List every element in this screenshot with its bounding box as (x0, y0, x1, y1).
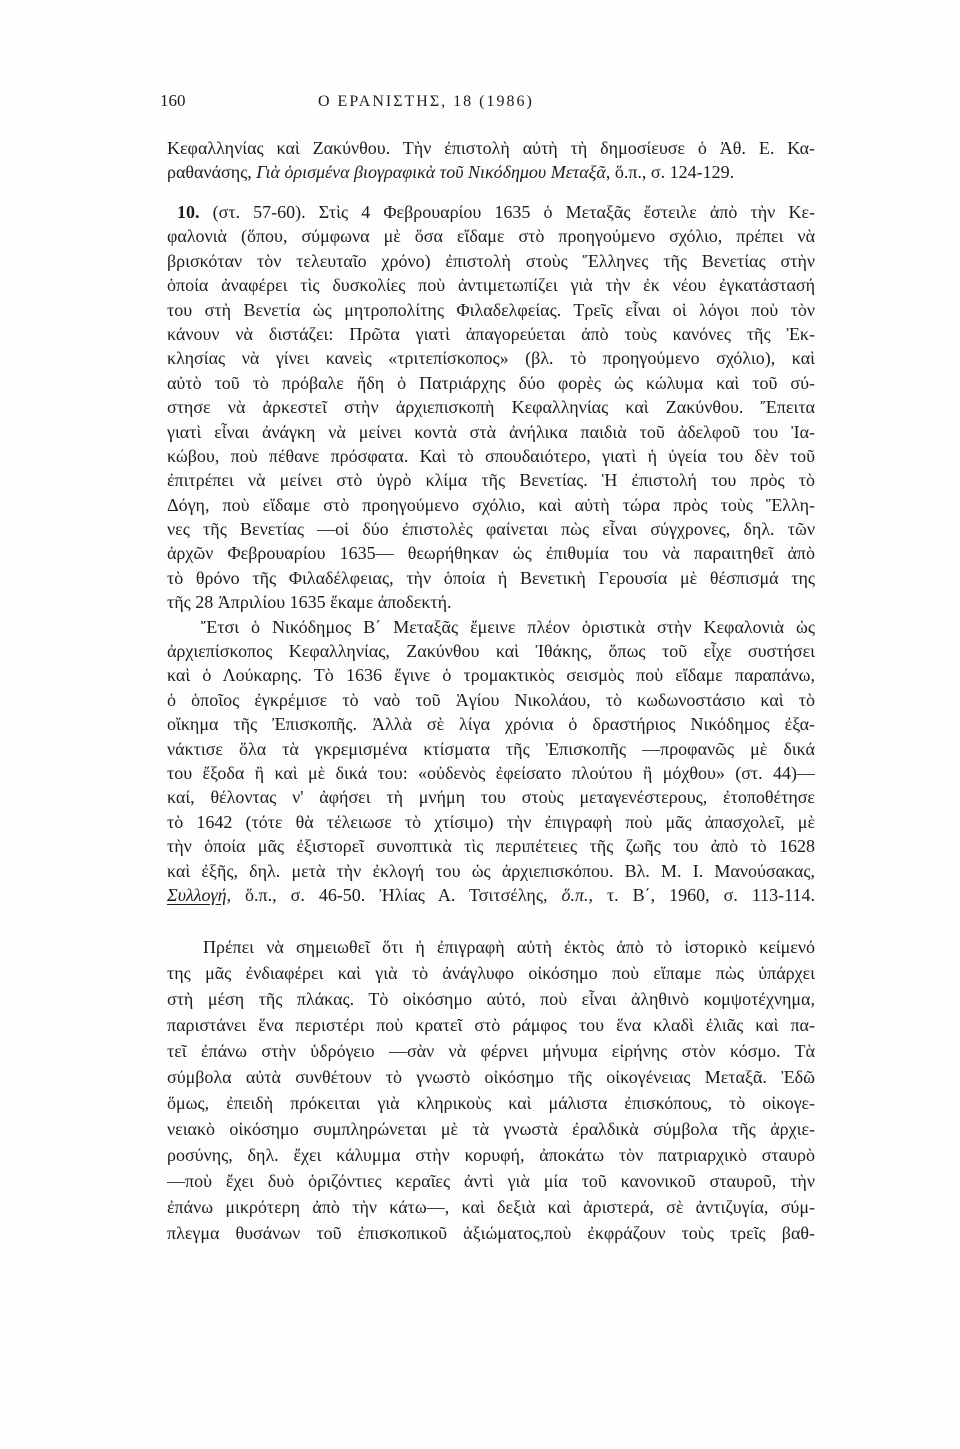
main-text-line: παριστάνει ἕνα περιστέρι ποὺ κρατεῖ στὸ ράμφος του ἕνα κλαδὶ ἐλιᾶς καὶ πα- (167, 1015, 815, 1035)
note-line: του ἔξοδα ἢ καὶ μὲ δικά του: «οὐδενὸς ἐφείσατο πλούτου ἢ μόχθου» (στ. 44)— (167, 762, 815, 783)
note-text: (στ. 57-60). Στὶς 4 Φεβρουαρίου 1635 ὁ Μεταξᾶς ἔστειλε ἀπὸ τὴν Κε- (199, 202, 815, 222)
main-text-line: πλεγμα θυσάνων τοῦ ἐπισκοπικοῦ ἀξιώματος,ποὺ ἐκφράζουν τοὺς τρεῖς βαθ- (167, 1223, 815, 1243)
note-line: τὸ 1642 (τότε θὰ τέλειωσε τὸ χτίσιμο) τὴν ἐπιγραφὴ ποὺ μᾶς ἀπασχολεῖ, μὲ (167, 811, 815, 832)
running-title: Ο ΕΡΑΝΙΣΤΗΣ, 18 (1986) (318, 93, 534, 110)
cited-title: Γιὰ ὁρισμένα βιογραφικὰ τοῦ Νικόδημου Μεταξᾶ (256, 162, 606, 183)
note-line: τὸ θρόνο τῆς Φιλαδέλφειας, τὴν ὁποία ἡ Βενετικὴ Γερουσία μὲ θέσπισμά της (167, 567, 815, 588)
note-line: καὶ ὁ Λούκαρης. Τὸ 1636 ἔγινε ὁ τρομακτικὸς σεισμὸς ποὺ εἴδαμε παραπάνω, (167, 665, 815, 686)
note-line: βρισκόταν τὸν τελευταῖο χρόνο) ἐπιστολὴ στοὺς Ἕλληνες τῆς Βενετίας στὴν (167, 250, 815, 271)
note-10 (167, 200, 815, 907)
note-line: ὁ ὁποῖος ἐγκρέμισε τὸ ναὸ τοῦ Ἁγίου Νικολάου, τὸ κωδωνοστάσιο καὶ τὸ (167, 689, 815, 710)
note-line: ἐπιτρέπει νὰ μείνει στὸ ὑγρὸ κλίμα τῆς Βενετίας. Ἡ ἐπιστολή του πρὸς τὸ (167, 470, 815, 491)
main-text-line: της μᾶς ἐνδιαφέρει καὶ γιὰ τὸ ἀνάγλυφο οἰκόσημο ποὺ εἴπαμε πὼς ὑπάρχει (167, 963, 815, 983)
main-text-line: στὴ μέση τῆς πλάκας. Τὸ οἰκόσημο αὐτό, ποὺ εἶναι ἀληθινὸ κομψοτέχνημα, (167, 989, 815, 1009)
note-line: κώβου, ποὺ πέθανε πρόσφατα. Καὶ τὸ σπουδαιότερο, γιατὶ ἡ ὑγεία του δὲν τοῦ (167, 445, 815, 466)
note-line: κάνουν νὰ διστάζει: Πρῶτα γιατὶ ἀπαγορεύεται ἀπὸ τοὺς κανόνες τῆς Ἐκ- (167, 323, 815, 344)
note-line: αὐτὸ τοῦ τὸ πρόβαλε ἤδη ὁ Πατριάρχης δύο φορὲς ὡς κώλυμα καὶ τοῦ σύ- (167, 372, 815, 393)
main-text-line: σύμβολα αὐτὰ συνθέτουν τὸ γνωστὸ οἰκόσημο τῆς οἰκογένειας Μεταξᾶ. Ἐδῶ (167, 1067, 815, 1087)
note-line: νες τῆς Βενετίας —οἱ δύο ἐπιστολὲς φαίνεται πὼς εἶναι σύγχρονες, δηλ. τῶν (167, 519, 815, 540)
note-line: στησε νὰ ἀρκεστεῖ στὴν ἀρχιεπισκοπὴ Κεφαλληνίας καὶ Ζακύνθου. Ἔπειτα (167, 397, 815, 418)
note-text: , ὅ.π., σ. 46-50. Ἠλίας Α. Τσιτσέλης, (226, 884, 562, 905)
note-text: , ὅ.π., σ. 124-129. (605, 162, 735, 183)
note-line: οἴκημα τῆς Ἐπισκοπῆς. Ἀλλὰ σὲ λίγα χρόνια ὁ δραστήριος Νικόδημος ἐξα- (167, 714, 815, 735)
main-text-line: ἐπάνω μικρότερη ἀπὸ τὴν κάτω—, καὶ δεξιὰ καὶ ἀριστερά, σὲ ἀντιζυγία, σύμ- (167, 1197, 815, 1217)
note-line: φαλονιὰ (ὅπου, σύμφωνα μὲ ὅσα εἴδαμε στὸ προηγούμενο σχόλιο, πρέπει νὰ (167, 226, 815, 247)
main-text (167, 934, 815, 1246)
note-line: γιατὶ εἶναι ἀνάγκη νὰ μείνει κοντὰ στὰ ἀνήλικα παιδιὰ τοῦ ἀδελφοῦ του Ἰα- (167, 421, 815, 442)
note-line: καί, θέλοντας ν' ἀφήσει τὴ μνήμη του στοὺς μεταγενέστερους, ἐτοποθέτησε (167, 787, 815, 808)
main-text-line: —ποὺ ἔχει δυὸ ὁριζόντιες κεραῖες ἀντὶ γιὰ μία τοῦ κανονικοῦ σταυροῦ, τὴν (167, 1171, 815, 1191)
note-line: καὶ ἐξῆς, δηλ. μετὰ τὴν ἐκλογή του ὡς ἀρχιεπισκόπου. Βλ. Μ. Ι. Μανούσακας, (167, 860, 815, 881)
note-paragraph-start: Ἔτσι ὁ Νικόδημος Β΄ Μεταξᾶς ἔμεινε πλέον ὁριστικὰ στὴν Κεφαλονιὰ ὡς (201, 616, 815, 637)
note-text: ραθανάσης, (167, 162, 257, 183)
note-line (167, 883, 815, 907)
note-number: 10. (177, 202, 200, 222)
note-line (167, 160, 815, 184)
note-line: του στὴ Βενετία ὡς μητροπολίτης Φιλαδελφείας. Τρεῖς εἶναι οἱ λόγοι ποὺ τὸν (167, 299, 815, 320)
note-line: Δόγη, ποὺ εἴδαμε στὸ προηγούμενο σχόλιο, καὶ αὐτὴ τώρα πρὸς τοὺς Ἕλλη- (167, 494, 815, 515)
note-line: Κεφαλληνίας καὶ Ζακύνθου. Τὴν ἐπιστολὴ αὐτὴ τὴ δημοσίευσε ὁ Ἀθ. Ε. Κα- (167, 138, 815, 158)
note-line: ἀρχιεπίσκοπος Κεφαλληνίας, Ζακύνθου καὶ Ἰθάκης, ὅπως τοῦ εἶχε συστήσει (167, 641, 815, 662)
note-line: κλησίας νὰ γίνει κανεὶς «τριτεπίσκοπος» (βλ. τὸ προηγούμενο σχόλιο), καὶ (167, 348, 815, 369)
op-cit: ὅ.π. (561, 884, 589, 905)
note-line: τῆς 28 Ἀπριλίου 1635 ἔκαμε ἀποδεκτή. (167, 592, 452, 613)
main-text-line: Πρέπει νὰ σημειωθεῖ ὅτι ἡ ἐπιγραφὴ αὐτὴ ἐκτὸς ἀπὸ τὸ ἱστορικὸ κείμενό (203, 937, 815, 957)
main-text-line: ροσύνης, δηλ. ἔχει κάλυμμα στὴν κορυφή, ἀποκάτω τὸν πατριαρχικὸ σταυρὸ (167, 1145, 815, 1165)
note-text: , τ. Β΄, 1960, σ. 113-114. (588, 884, 815, 905)
main-text-line: νειακὸ οἰκόσημο συμπληρώνεται μὲ τὰ γνωστὰ ἐραλδικὰ σύμβολα τῆς ἀρχιε- (167, 1119, 815, 1139)
cited-title: Συλλογή (167, 884, 227, 905)
page-number: 160 (160, 91, 186, 110)
main-text-line: τεῖ ἐπάνω στὴν ὑδρόγειο —σὰν νὰ φέρνει μήνυμα εἰρήνης στὸν κόσμο. Τὰ (167, 1041, 815, 1061)
main-text-line: ὅμως, ἐπειδὴ πρόκειται γιὰ κληρικοὺς καὶ μάλιστα ἐπισκόπους, τὸ οἰκογε- (167, 1093, 815, 1113)
note-line: νάκτισε ὅλα τὰ γκρεμισμένα κτίσματα τῆς Ἐπισκοπῆς —προφανῶς μὲ δικά (167, 738, 815, 759)
note-previous-continuation (167, 136, 815, 185)
note-line: ὁποία ἀναφέρει τὶς δυσκολίες ποὺ ἀντιμετωπίζει γιὰ τὴν ἐκ νέου ἐγκατάστασή (167, 275, 815, 296)
note-line: ἀρχῶν Φεβρουαρίου 1635— θεωρήθηκαν ὡς ἐπιθυμία του νὰ παραιτηθεῖ ἀπὸ (167, 543, 815, 564)
note-line: τὴν ὁποία μᾶς ἐξιστορεῖ συνοπτικὰ τὶς περιπέτειες τῆς ζωῆς του ἀπὸ τὸ 1628 (167, 836, 815, 857)
note-line (167, 200, 815, 224)
